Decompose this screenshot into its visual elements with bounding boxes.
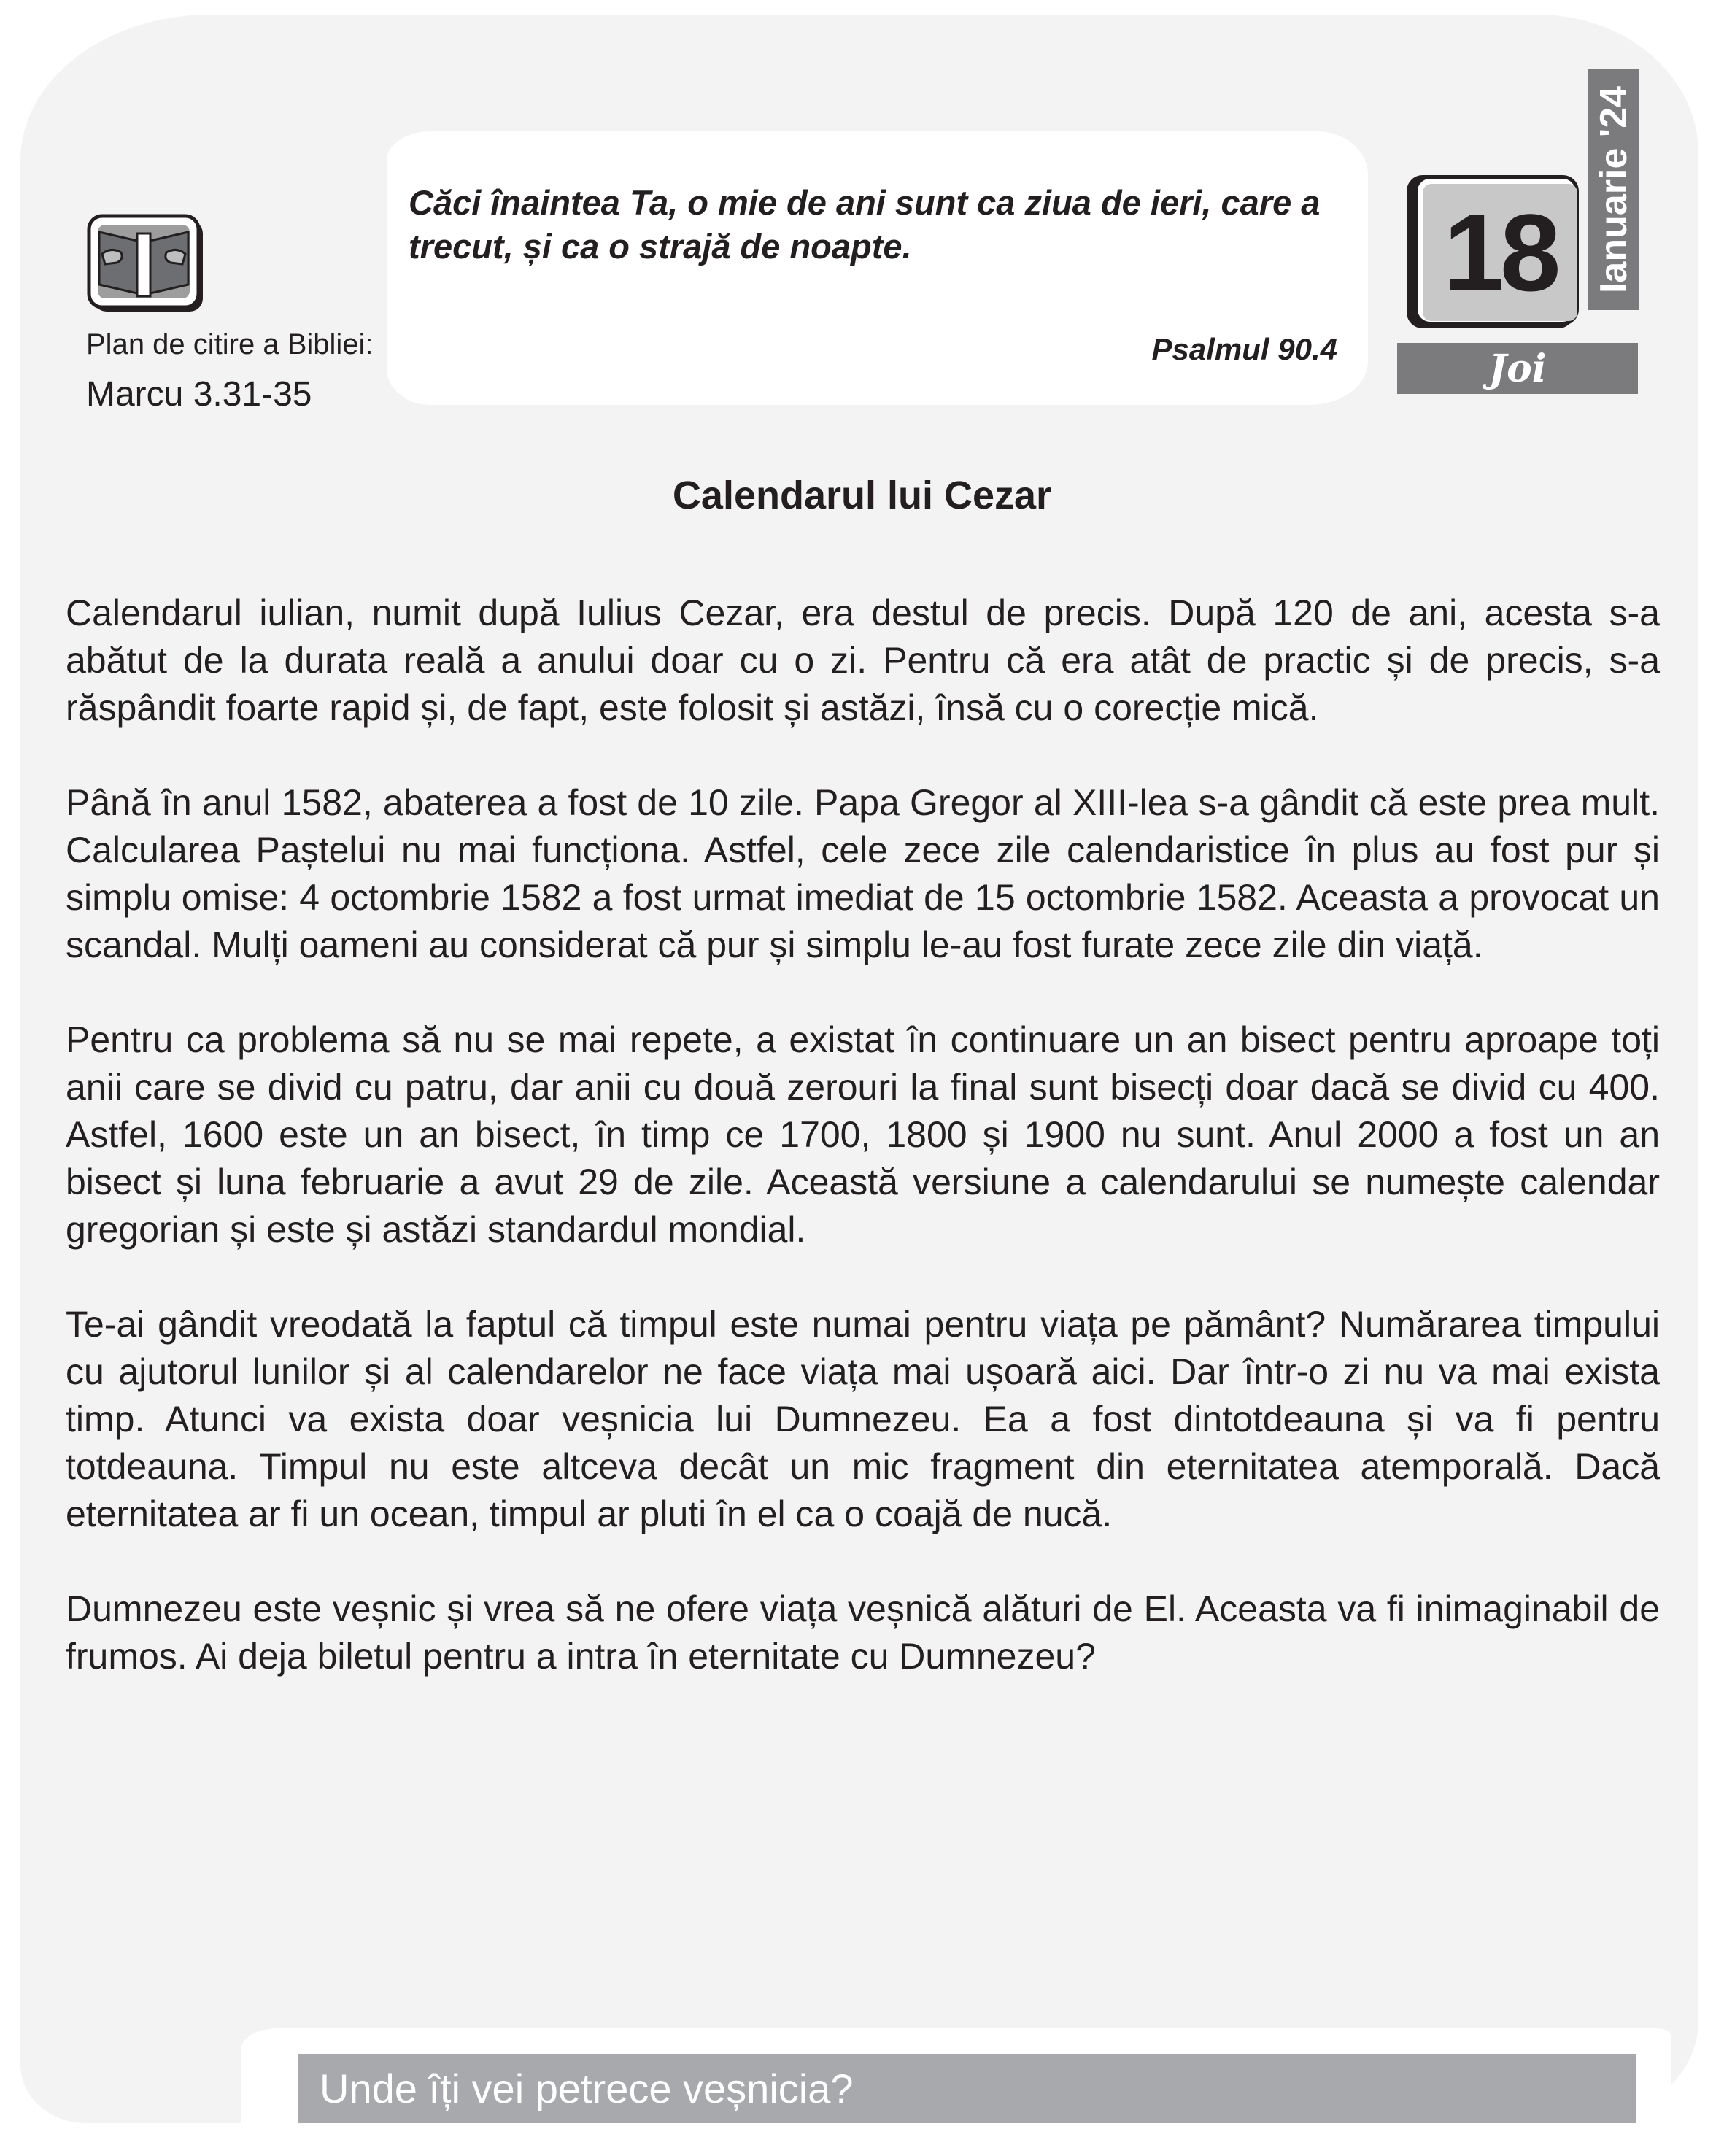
article-paragraph: Dumnezeu este veșnic și vrea să ne ofere viața veșnică alături de El. Aceasta va fi inimaginabil de frumos. Ai deja biletul pentru a intra în eternitate cu Dumnezeu?: [66, 1588, 1660, 1677]
verse-reference: Psalmul 90.4: [1151, 332, 1337, 366]
date-month: Ianuarie '24: [1593, 85, 1635, 294]
article-paragraph: Te-ai gândit vreodată la faptul că timpul este numai pentru viața pe pământ? Numărarea timpului cu ajutorul lunilor și al calendarelor ne face viața mai ușoară aici. Dar într-o zi nu va mai exista timp. Atunci va exista doar veșnicia lui Dumnezeu. Ea a fost dintotdeauna și va fi pentru totdeauna. Timpul nu este altceva decât un mic fragment din eternitatea atemporală. Dacă eternitatea ar fi un ocean, timpul ar pluti în el ca o coajă de nucă.: [66, 1304, 1660, 1534]
article-body: [66, 590, 1660, 1728]
date-weekday: Joi: [1488, 346, 1547, 391]
verse-text: Căci înaintea Ta, o mie de ani sunt ca ziua de ieri, care a trecut, și ca o strajă de noapte.: [409, 183, 1321, 266]
article-paragraph: Pentru ca problema să nu se mai repete, a existat în continuare un an bisect pentru aproape toți anii care se divid cu patru, dar anii cu două zerouri la final sunt bisecți doar dacă se divid cu 400. Astfel, 1600 este un an bisect, în timp ce 1700, 1800 și 1900 nu sunt. Anul 2000 a fost un an bisect și luna februarie a avut 29 de zile. Această versiune a calendarului se numește calendar gregorian și este și astăzi standardul mondial.: [66, 1019, 1660, 1250]
reading-plan-reference: Marcu 3.31-35: [86, 375, 312, 414]
open-bible-hands-icon: [86, 212, 217, 321]
article-title: Calendarul lui Cezar: [672, 474, 1052, 517]
article-paragraph: Până în anul 1582, abaterea a fost de 10 zile. Papa Gregor al XIII-lea s-a gândit că este prea mult. Calcularea Paștelui nu mai funcționa. Astfel, cele zece zile calendaristice în plus au fost pur și simplu omise: 4 octombrie 1582 a fost urmat imediat de 15 octombrie 1582. Aceasta a provocat un scandal. Mulți oameni au considerat că pur și simplu le-au fost furate zece zile din viață.: [66, 782, 1660, 965]
date-day-number: 18: [1443, 190, 1557, 314]
article-paragraph: Calendarul iulian, numit după Iulius Cezar, era destul de precis. După 120 de ani, acesta s-a abătut de la durata reală a anului doar cu o zi. Pentru că era atât de practic și de precis, s-a răspândit foarte rapid și, de fapt, este folosit și astăzi, însă cu o corecție mică.: [66, 592, 1660, 728]
reading-plan-label: Plan de citire a Bibliei:: [86, 328, 374, 360]
footer-question: Unde îți vei petrece veșnicia?: [320, 2066, 854, 2111]
